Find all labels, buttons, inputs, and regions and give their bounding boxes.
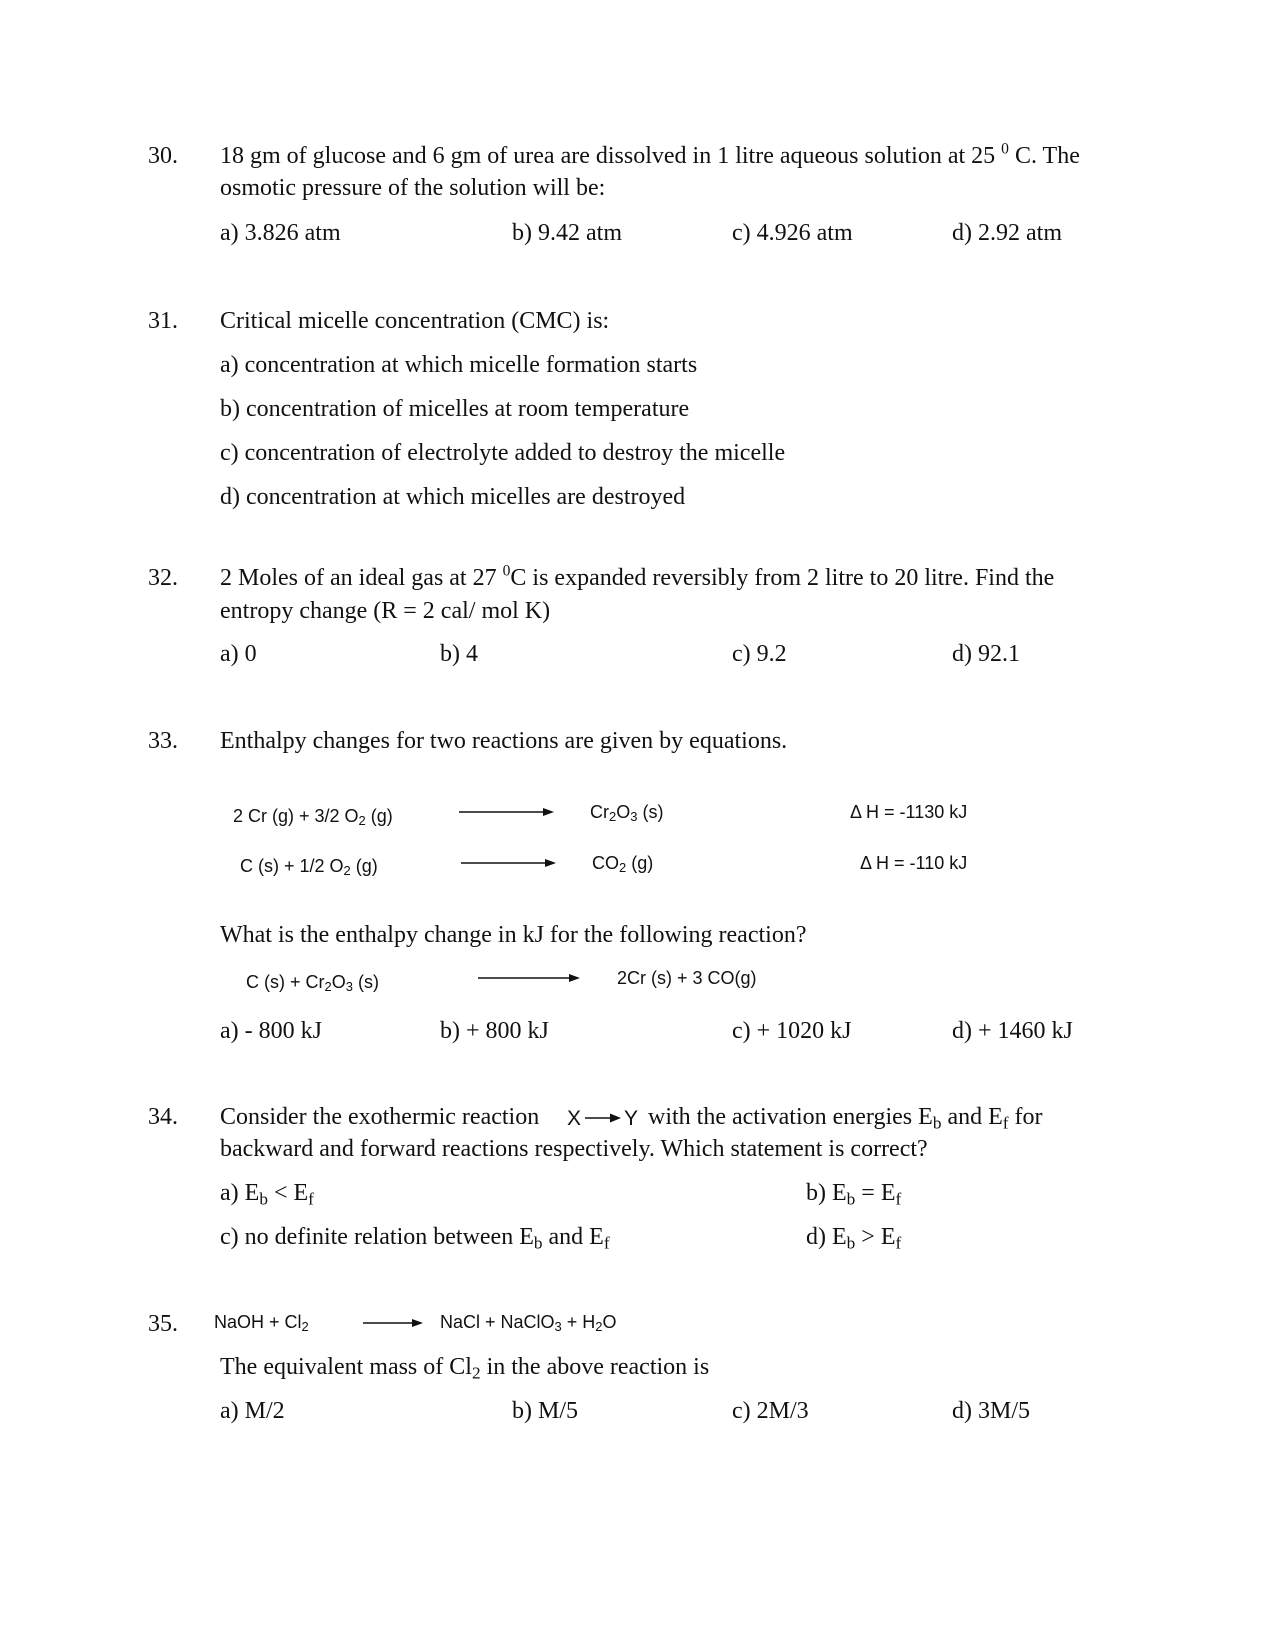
reaction-2-enthalpy: Δ H = -110 kJ (860, 853, 968, 873)
question-prompt: What is the enthalpy change in kJ for the following reaction? (220, 922, 807, 948)
option-b: b) $E_b = E_f$ (806, 1180, 902, 1209)
option-d: d) $E_b > E_f$ (806, 1224, 902, 1253)
question-number: 30. (148, 143, 178, 169)
question-number: 32. (148, 565, 178, 591)
question-text-line: backward and forward reactions respectively. Which statement is correct? (220, 1136, 928, 1162)
option-a: a) M/2 (220, 1398, 285, 1424)
reaction-1-enthalpy: Δ H = -1130 kJ (850, 802, 968, 822)
option-d: d) 92.1 (952, 641, 1020, 667)
option-a: a) 3.826 atm (220, 220, 341, 246)
reaction-arrow-icon (459, 806, 554, 818)
option-c: c) 4.926 atm (732, 220, 853, 246)
option-c: c) 9.2 (732, 641, 787, 667)
reaction-reactant-x: X (567, 1107, 582, 1130)
question-number: 33. (148, 728, 178, 754)
option-d: d) + 1460 kJ (952, 1018, 1073, 1044)
question-text-line: osmotic pressure of the solution will be: (220, 175, 606, 201)
option-c: c) concentration of electrolyte added to destroy the micelle (220, 440, 786, 466)
option-d: d) 2.92 atm (952, 220, 1062, 246)
reaction-products: NaCl + NaClO$_3$ + $H_2O$ (440, 1312, 617, 1335)
question-text-line: Consider the exothermic reaction (220, 1104, 540, 1130)
option-b: b) M/5 (512, 1398, 578, 1424)
reaction-2-reactants: C (s) + 1/2 $O_2$ (g) (240, 856, 378, 879)
option-d: d) concentration at which micelles are destroyed (220, 484, 686, 510)
question-number: 35. (148, 1311, 178, 1337)
question-number: 34. (148, 1104, 178, 1130)
question-text-line: 2 Moles of an ideal gas at 27 $^0$C is expanded reversibly from 2 litre to 20 litre. Find the (220, 562, 1055, 591)
option-c: c) + 1020 kJ (732, 1018, 852, 1044)
option-b: b) + 800 kJ (440, 1018, 549, 1044)
reaction-1-reactants: 2 Cr (g) + 3/2 $O_2$ (g) (233, 806, 393, 829)
question-text-line: with the activation energies $E_b$ and $E_f$ for (648, 1104, 1043, 1133)
option-c: c) no definite relation between $E_b$ and $E_f$ (220, 1224, 610, 1253)
reaction-arrow-icon (461, 857, 556, 869)
question-number: 31. (148, 308, 178, 334)
option-a: a) concentration at which micelle formation starts (220, 352, 698, 378)
option-d: d) 3M/5 (952, 1398, 1030, 1424)
reaction-arrow-icon (478, 972, 580, 984)
question-text: Enthalpy changes for two reactions are given by equations. (220, 728, 788, 754)
option-a: a) $E_b < E_f$ (220, 1180, 314, 1209)
option-c: c) 2M/3 (732, 1398, 809, 1424)
question-text: The equivalent mass of $Cl_2$ in the above reaction is (220, 1354, 710, 1383)
option-a: a) 0 (220, 641, 257, 667)
option-b: b) 9.42 atm (512, 220, 622, 246)
option-a: a) - 800 kJ (220, 1018, 322, 1044)
option-b: b) concentration of micelles at room temperature (220, 396, 690, 422)
reaction-1-products: $Cr_2O_3$ (s) (590, 802, 664, 825)
question-text-line: 18 gm of glucose and 6 gm of urea are dissolved in 1 litre aqueous solution at 25 $^0$ C. The (220, 140, 1080, 169)
question-text-line: entropy change (R = 2 cal/ mol K) (220, 598, 551, 624)
reaction-arrow-icon (585, 1112, 621, 1124)
reaction-arrow-icon (363, 1317, 423, 1329)
reaction-3-products: 2Cr (s) + 3 CO(g) (617, 968, 757, 988)
reaction-product-y: Y (624, 1107, 639, 1130)
reaction-reactants: NaOH + $Cl_2$ (214, 1312, 309, 1335)
option-b: b) 4 (440, 641, 478, 667)
question-text: Critical micelle concentration (CMC) is: (220, 308, 610, 334)
reaction-2-products: $CO_2$ (g) (592, 853, 654, 876)
reaction-3-reactants: C $(s) + Cr_2O_3$ (s) (246, 972, 379, 995)
